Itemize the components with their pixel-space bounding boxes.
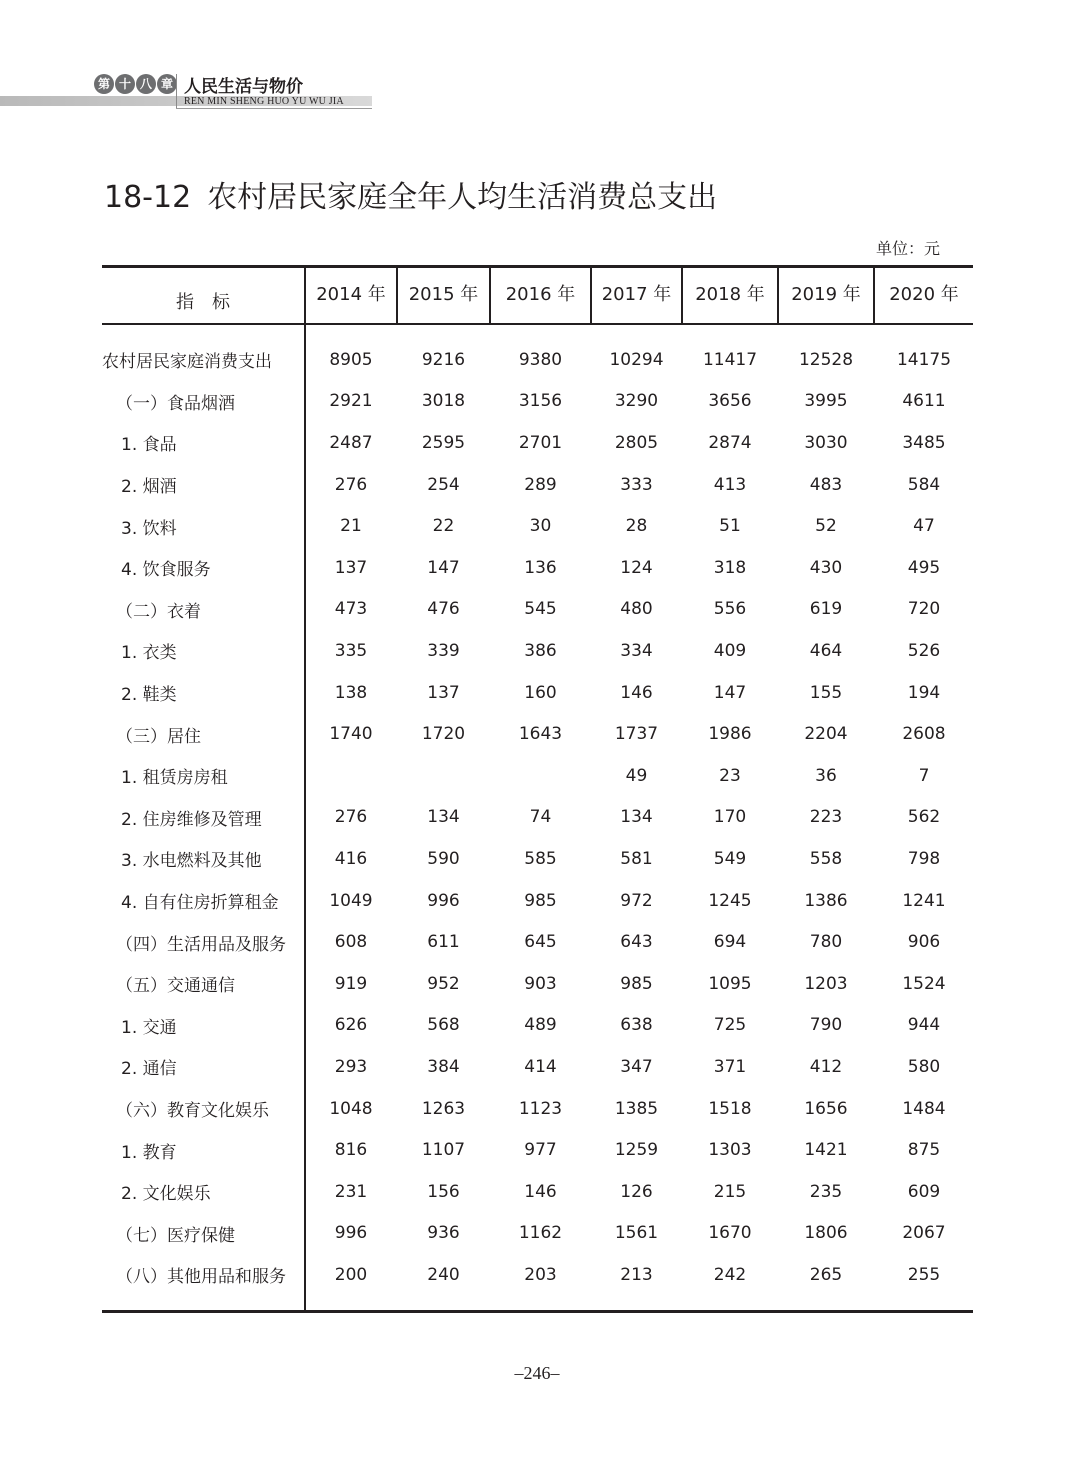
table-row <box>102 464 973 506</box>
year-header: 2017 年 <box>601 283 672 305</box>
table-cell: 611 <box>427 932 460 953</box>
table-cell: 289 <box>524 474 557 495</box>
table-cell: 944 <box>907 1015 941 1036</box>
table-cell: 147 <box>427 557 460 578</box>
table-cell: 371 <box>713 1056 747 1077</box>
table-cell: 240 <box>427 1264 460 1285</box>
table-cell: 9216 <box>421 349 466 370</box>
chapter-pinyin: REN MIN SHENG HUO YU WU JIA <box>184 96 344 107</box>
table-cell: 23 <box>719 765 741 786</box>
table-cell: 265 <box>809 1264 843 1285</box>
table-cell: 22 <box>432 516 455 537</box>
table-cell: 52 <box>815 516 837 537</box>
table-cell: 200 <box>334 1264 368 1285</box>
table-cell: 8905 <box>329 349 373 370</box>
table-cell: 3485 <box>902 432 946 453</box>
table-cell: 1518 <box>708 1098 752 1119</box>
table-cell: 2874 <box>708 432 752 453</box>
table-cell: 1806 <box>804 1223 848 1244</box>
table-cell: 14175 <box>896 349 952 370</box>
table-row <box>102 838 973 880</box>
table-cell: 416 <box>334 848 368 869</box>
table-cell: 36 <box>815 765 837 786</box>
table-cell: 473 <box>334 599 368 620</box>
table-cell: 335 <box>334 640 368 661</box>
table-row <box>102 755 973 797</box>
table-cell: 562 <box>907 807 941 828</box>
table-row <box>102 1213 973 1255</box>
chapter-char: 十 <box>115 74 135 94</box>
table-cell: 2921 <box>329 391 373 412</box>
table-cell: 585 <box>524 848 557 869</box>
table-cell: 30 <box>529 516 552 537</box>
table-cell: 1107 <box>421 1140 466 1161</box>
table-cell: 347 <box>620 1056 653 1077</box>
row-label: 1. 租赁房房租 <box>121 768 228 789</box>
table-cell: 215 <box>713 1181 747 1202</box>
table-cell: 414 <box>524 1056 557 1077</box>
table-cell: 293 <box>334 1056 368 1077</box>
table-cell: 3995 <box>804 391 848 412</box>
table-cell: 1484 <box>902 1098 946 1119</box>
table-cell: 51 <box>719 516 741 537</box>
table-row <box>102 422 973 464</box>
row-label: 2. 通信 <box>121 1059 177 1080</box>
table-cell: 334 <box>620 640 653 661</box>
row-label: （二）衣着 <box>116 601 201 622</box>
table-cell: 9380 <box>518 349 563 370</box>
table-cell: 480 <box>620 599 653 620</box>
table-cell: 972 <box>620 890 653 911</box>
table-cell: 2067 <box>902 1223 946 1244</box>
table-cell: 1259 <box>614 1140 659 1161</box>
table-cell: 1986 <box>708 724 752 745</box>
row-label: （四）生活用品及服务 <box>116 934 286 955</box>
table-cell: 476 <box>427 599 460 620</box>
chapter-char: 第 <box>94 74 114 94</box>
table-row <box>102 880 973 922</box>
table-cell: 1263 <box>421 1098 466 1119</box>
table-cell: 74 <box>529 807 552 828</box>
table-cell: 556 <box>713 599 747 620</box>
table-cell: 28 <box>625 516 648 537</box>
table-cell: 1049 <box>329 890 373 911</box>
table-cell: 2204 <box>804 724 848 745</box>
table-cell: 138 <box>334 682 368 703</box>
table-cell: 3656 <box>708 391 752 412</box>
table-cell: 7 <box>918 765 930 786</box>
table-cell: 1203 <box>804 973 848 994</box>
page-number: –246– <box>514 1363 560 1383</box>
table-cell: 581 <box>620 848 653 869</box>
table-row <box>102 1046 973 1088</box>
row-label: 2. 鞋类 <box>121 685 177 706</box>
table-cell: 386 <box>524 640 557 661</box>
table-cell: 694 <box>713 932 747 953</box>
row-label: （五）交通通信 <box>116 976 235 997</box>
table-cell: 1241 <box>902 890 946 911</box>
table-cell: 580 <box>907 1056 941 1077</box>
table-cell: 134 <box>427 807 460 828</box>
table-cell: 985 <box>620 973 653 994</box>
table-cell: 276 <box>334 807 368 828</box>
row-label: 3. 饮料 <box>121 518 177 539</box>
table-cell: 49 <box>625 765 648 786</box>
table-cell: 3156 <box>518 391 563 412</box>
table-cell: 146 <box>524 1181 557 1202</box>
chapter-title: 人民生活与物价 <box>184 77 303 97</box>
table-cell: 3018 <box>421 391 466 412</box>
table-cell: 1656 <box>804 1098 848 1119</box>
table-cell: 626 <box>334 1015 368 1036</box>
table-cell: 590 <box>427 848 460 869</box>
table-row <box>102 339 973 381</box>
table-cell: 906 <box>907 932 941 953</box>
year-header: 2019 年 <box>791 283 861 305</box>
table-cell: 333 <box>620 474 653 495</box>
table-cell: 194 <box>907 682 941 703</box>
table-row <box>102 1254 973 1296</box>
table-cell: 1524 <box>902 973 946 994</box>
row-label: （六）教育文化娱乐 <box>116 1101 269 1122</box>
table-row <box>102 547 973 589</box>
table-cell: 409 <box>713 640 747 661</box>
table-cell: 137 <box>427 682 460 703</box>
table-cell: 638 <box>620 1015 653 1036</box>
table-cell: 126 <box>620 1181 653 1202</box>
table-cell: 643 <box>620 932 653 953</box>
table-cell: 1123 <box>518 1098 563 1119</box>
table-cell: 952 <box>427 973 460 994</box>
table-cell: 489 <box>524 1015 557 1036</box>
table-cell: 156 <box>427 1181 460 1202</box>
table-cell: 384 <box>427 1056 460 1077</box>
table-cell: 875 <box>907 1140 941 1161</box>
table-row <box>102 797 973 839</box>
table-cell: 619 <box>809 599 843 620</box>
chapter-char: 八 <box>136 74 156 94</box>
row-label: 农村居民家庭消费支出 <box>102 352 272 373</box>
table-cell: 464 <box>809 640 843 661</box>
table-cell: 996 <box>427 890 460 911</box>
table-cell: 1643 <box>518 724 563 745</box>
table-cell: 12528 <box>798 349 854 370</box>
table-cell: 231 <box>334 1181 368 1202</box>
table-cell: 790 <box>809 1015 843 1036</box>
table-cell: 254 <box>427 474 460 495</box>
table-cell: 1385 <box>614 1098 659 1119</box>
table-cell: 3030 <box>804 432 848 453</box>
unit-label: 单位：元 <box>875 239 940 258</box>
year-header: 2016 年 <box>505 283 576 305</box>
header-underline <box>176 108 372 109</box>
table-cell: 2805 <box>614 432 659 453</box>
table-cell: 318 <box>713 557 747 578</box>
table-cell: 155 <box>809 682 843 703</box>
table-cell: 242 <box>713 1264 747 1285</box>
table-row <box>102 1088 973 1130</box>
table-cell: 549 <box>713 848 747 869</box>
table-row <box>102 589 973 631</box>
table-cell: 134 <box>620 807 653 828</box>
table-cell: 10294 <box>609 349 664 370</box>
table-cell: 816 <box>334 1140 368 1161</box>
row-label: （三）居住 <box>116 726 201 747</box>
table-cell: 936 <box>427 1223 460 1244</box>
table-cell: 545 <box>524 599 557 620</box>
row-label: （七）医疗保健 <box>116 1225 235 1246</box>
row-label: （八）其他用品和服务 <box>116 1267 286 1288</box>
year-header: 2020 年 <box>889 283 959 305</box>
table-cell <box>491 755 590 797</box>
table-cell: 339 <box>427 640 460 661</box>
table-row <box>102 1129 973 1171</box>
table-cell: 223 <box>809 807 843 828</box>
table-cell: 47 <box>913 516 935 537</box>
table-cell: 1303 <box>708 1140 752 1161</box>
table-cell: 413 <box>713 474 747 495</box>
chapter-char: 章 <box>157 74 177 94</box>
table-cell: 720 <box>907 599 941 620</box>
table-cell: 985 <box>524 890 557 911</box>
table-cell: 2487 <box>329 432 373 453</box>
table-cell <box>398 755 489 797</box>
table-cell: 276 <box>334 474 368 495</box>
table-cell: 1720 <box>421 724 466 745</box>
year-header: 2015 年 <box>408 283 479 305</box>
table-cell: 798 <box>907 848 941 869</box>
table-cell: 568 <box>427 1015 460 1036</box>
table-cell: 609 <box>907 1181 941 1202</box>
table-cell: 255 <box>907 1264 941 1285</box>
table-cell: 2608 <box>902 724 946 745</box>
table-cell: 3290 <box>614 391 659 412</box>
chapter-tag <box>94 74 177 94</box>
table-row <box>102 921 973 963</box>
table-cell: 235 <box>809 1181 843 1202</box>
row-label: 4. 饮食服务 <box>121 560 211 581</box>
table-title-text: 农村居民家庭全年人均生活消费总支出 <box>207 180 718 215</box>
table-row <box>102 963 973 1005</box>
row-label: 4. 自有住房折算租金 <box>121 893 279 914</box>
row-label: （一）食品烟酒 <box>116 393 235 414</box>
table-cell: 645 <box>524 932 557 953</box>
table-row <box>102 713 973 755</box>
row-label: 1. 教育 <box>121 1142 177 1163</box>
table-row <box>102 1171 973 1213</box>
table-number: 18-12 <box>104 180 192 215</box>
table-cell: 1386 <box>804 890 848 911</box>
table-cell: 558 <box>809 848 843 869</box>
table-cell: 526 <box>907 640 941 661</box>
table-cell: 4611 <box>902 391 946 412</box>
table-cell: 977 <box>524 1140 557 1161</box>
table-row <box>102 630 973 672</box>
table-cell: 1421 <box>804 1140 848 1161</box>
row-label: 1. 交通 <box>121 1017 177 1038</box>
table-cell: 1245 <box>708 890 752 911</box>
header-label: 指 标 <box>176 291 230 313</box>
table-cell: 483 <box>809 474 843 495</box>
table-cell: 137 <box>334 557 368 578</box>
table-cell: 1561 <box>614 1223 659 1244</box>
table-bottom-rule <box>102 1310 973 1313</box>
table-cell: 213 <box>620 1264 653 1285</box>
year-header: 2014 年 <box>316 283 386 305</box>
table-title <box>104 172 717 216</box>
table-cell: 2701 <box>518 432 563 453</box>
table-row <box>102 505 973 547</box>
row-label: 2. 文化娱乐 <box>121 1184 211 1205</box>
table-cell: 430 <box>809 557 843 578</box>
row-label: 1. 食品 <box>121 435 177 456</box>
table-cell: 136 <box>524 557 557 578</box>
table-header-rule <box>102 323 973 325</box>
header-separator <box>176 74 177 108</box>
table-cell: 725 <box>713 1015 747 1036</box>
table-cell: 11417 <box>702 349 758 370</box>
table-cell <box>306 755 396 797</box>
year-header: 2018 年 <box>695 283 765 305</box>
table-cell: 996 <box>334 1223 368 1244</box>
table-cell: 780 <box>809 932 843 953</box>
table-cell: 124 <box>620 557 653 578</box>
row-label: 3. 水电燃料及其他 <box>121 851 262 872</box>
table-cell: 147 <box>713 682 747 703</box>
table-row <box>102 1005 973 1047</box>
table-cell: 903 <box>524 973 557 994</box>
table-cell: 584 <box>907 474 941 495</box>
table-row <box>102 672 973 714</box>
table-cell: 21 <box>340 516 362 537</box>
table-cell: 1737 <box>614 724 659 745</box>
table-cell: 608 <box>334 932 368 953</box>
table-cell: 412 <box>809 1056 843 1077</box>
row-label: 2. 住房维修及管理 <box>121 809 262 830</box>
table-cell: 203 <box>524 1264 557 1285</box>
table-row <box>102 381 973 423</box>
row-label: 2. 烟酒 <box>121 477 177 498</box>
table-cell: 919 <box>334 973 368 994</box>
table-cell: 146 <box>620 682 653 703</box>
table-cell: 495 <box>907 557 941 578</box>
table-cell: 1162 <box>518 1223 563 1244</box>
table-cell: 1048 <box>329 1098 373 1119</box>
table-cell: 1095 <box>708 973 752 994</box>
table-cell: 160 <box>524 682 557 703</box>
table-cell: 2595 <box>421 432 466 453</box>
table-cell: 170 <box>713 807 747 828</box>
row-label: 1. 衣类 <box>121 643 177 664</box>
table-cell: 1670 <box>708 1223 752 1244</box>
table-cell: 1740 <box>329 724 373 745</box>
